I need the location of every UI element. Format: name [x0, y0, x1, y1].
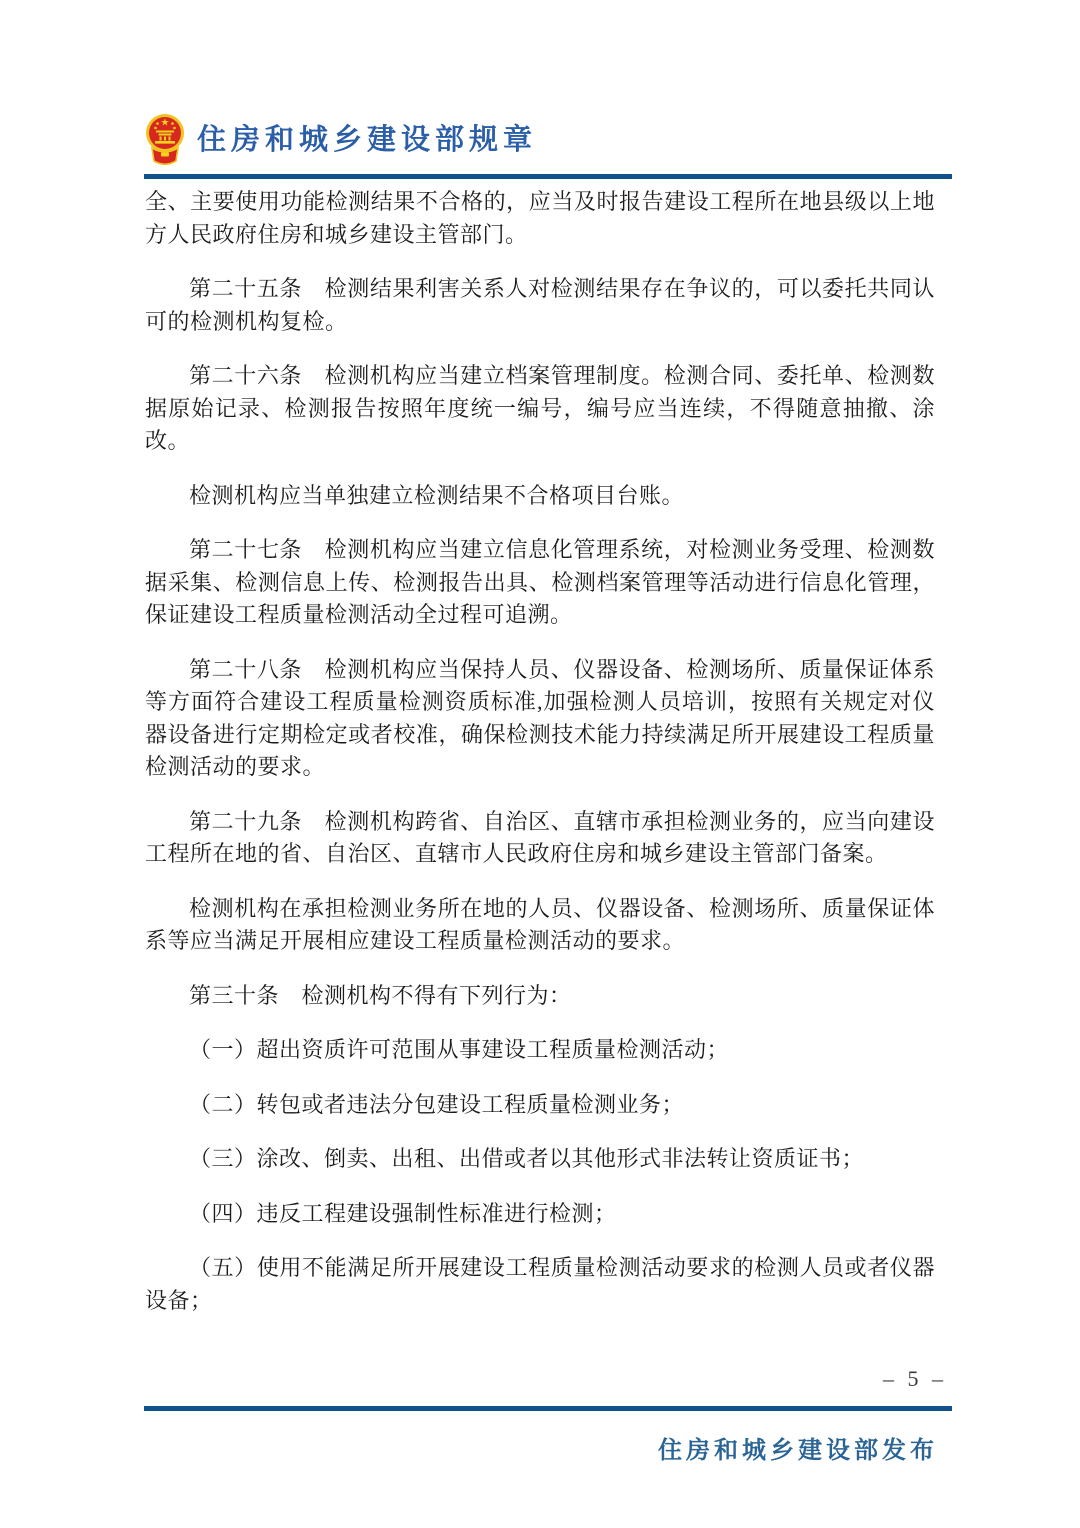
national-emblem-icon [145, 112, 185, 166]
paragraph: 第二十七条 检测机构应当建立信息化管理系统，对检测业务受理、检测数据采集、检测信息上传、检测报告出具、检测档案管理等活动进行信息化管理，保证建设工程质量检测活动全过程可追溯。 [145, 537, 935, 627]
paragraph: （四）违反工程建设强制性标准进行检测； [189, 1200, 617, 1226]
document-body [145, 186, 935, 1317]
header-rule [144, 174, 952, 179]
footer-rule [144, 1406, 952, 1411]
publisher-label: 住房和城乡建设部发布 [658, 1438, 938, 1464]
page-title: 住房和城乡建设部规章 [197, 123, 538, 156]
paragraph: 第二十六条 检测机构应当建立档案管理制度。检测合同、委托单、检测数据原始记录、检测报告按照年度统一编号，编号应当连续，不得随意抽撤、涂改。 [145, 363, 935, 453]
paragraph: （二）转包或者违法分包建设工程质量检测业务； [189, 1091, 685, 1117]
paragraph: （五）使用不能满足所开展建设工程质量检测活动要求的检测人员或者仪器设备； [145, 1255, 935, 1313]
paragraph: 第二十五条 检测结果利害关系人对检测结果存在争议的，可以委托共同认可的检测机构复检。 [145, 276, 935, 334]
paragraph: 检测机构应当单独建立检测结果不合格项目台账。 [189, 482, 685, 508]
paragraph: （三）涂改、倒卖、出租、出借或者以其他形式非法转让资质证书； [189, 1146, 865, 1171]
paragraph: 全、主要使用功能检测结果不合格的，应当及时报告建设工程所在地县级以上地方人民政府住房和城乡建设主管部门。 [145, 189, 935, 247]
page-number: – 5 – [883, 1366, 947, 1391]
paragraph: 第二十八条 检测机构应当保持人员、仪器设备、检测场所、质量保证体系等方面符合建设工程质量检测资质标准,加强检测人员培训，按照有关规定对仪器设备进行定期检定或者校准，确保检测技术能力持续满足所开展建设工程质量检测活动的要求。 [145, 656, 935, 779]
document-header [145, 110, 952, 168]
paragraph: 第三十条 检测机构不得有下列行为： [189, 982, 572, 1008]
paragraph: 第二十九条 检测机构跨省、自治区、直辖市承担检测业务的，应当向建设工程所在地的省、自治区、直辖市人民政府住房和城乡建设主管部门备案。 [145, 808, 935, 866]
paragraph: 检测机构在承担检测业务所在地的人员、仪器设备、检测场所、质量保证体系等应当满足开展相应建设工程质量检测活动的要求。 [145, 895, 935, 953]
paragraph: （一）超出资质许可范围从事建设工程质量检测活动； [189, 1037, 730, 1062]
